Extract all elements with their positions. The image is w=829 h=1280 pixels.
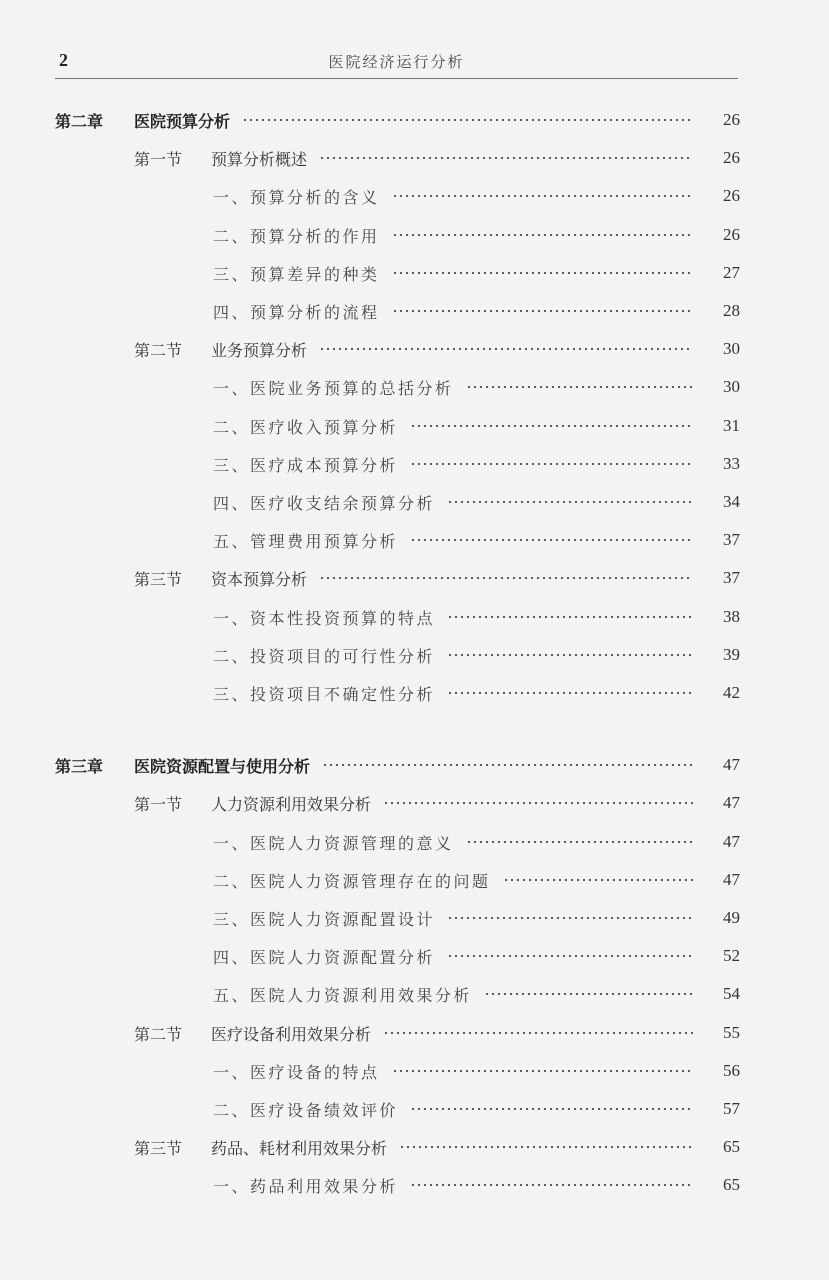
- toc-item: [0, 1097, 829, 1121]
- toc-section: [0, 1021, 829, 1045]
- dot-leader: [447, 916, 693, 920]
- toc-section: [0, 566, 829, 590]
- toc-item-title: 一、医院业务预算的总括分析: [213, 378, 454, 398]
- toc-page-number: 47: [723, 870, 740, 889]
- toc-section-title: 预算分析概述: [211, 149, 308, 169]
- dot-leader: [242, 118, 693, 122]
- toc-item: [0, 375, 829, 399]
- toc-item: [0, 184, 829, 208]
- toc-item: [0, 1173, 829, 1197]
- toc-item: [0, 830, 829, 854]
- toc-item-title: 二、投资项目的可行性分析: [213, 646, 436, 666]
- toc-item-title: 一、预算分析的含义: [213, 187, 380, 207]
- toc-page-number: 38: [723, 607, 740, 626]
- toc-section: [0, 337, 829, 361]
- dot-leader: [392, 271, 693, 275]
- toc-item-title: 三、预算差异的种类: [213, 264, 380, 284]
- dot-leader: [466, 840, 693, 844]
- page-header: [55, 46, 738, 79]
- dot-leader: [392, 233, 693, 237]
- dot-leader: [484, 992, 693, 996]
- toc-section-title: 人力资源利用效果分析: [211, 794, 372, 814]
- toc-item-title: 四、医院人力资源配置分析: [213, 947, 436, 967]
- dot-leader: [410, 1183, 693, 1187]
- toc-section-label: 第二节: [134, 1024, 183, 1044]
- dot-leader: [383, 801, 693, 805]
- toc-page-number: 26: [723, 186, 740, 205]
- dot-leader: [447, 954, 693, 958]
- toc-page-number: 42: [723, 683, 740, 702]
- toc-section-title: 医疗设备利用效果分析: [211, 1024, 372, 1044]
- dot-leader: [410, 538, 693, 542]
- dot-leader: [399, 1145, 693, 1149]
- toc-item-title: 三、医疗成本预算分析: [213, 455, 399, 475]
- toc-page-number: 52: [723, 946, 740, 965]
- toc-section-label: 第三节: [134, 569, 183, 589]
- toc-item-title: 三、医院人力资源配置设计: [213, 909, 436, 929]
- dot-leader: [383, 1031, 693, 1035]
- toc-item-title: 二、医院人力资源管理存在的问题: [213, 871, 491, 891]
- toc-page-number: 30: [723, 339, 740, 358]
- toc-item-title: 五、管理费用预算分析: [213, 531, 399, 551]
- toc-page-number: 37: [723, 568, 740, 587]
- toc-page-number: 26: [723, 110, 740, 129]
- toc-item-title: 二、预算分析的作用: [213, 226, 380, 246]
- dot-leader: [410, 424, 693, 428]
- dot-leader: [447, 615, 693, 619]
- toc-page-number: 56: [723, 1061, 740, 1080]
- toc-chapter-title: 医院预算分析: [134, 111, 231, 131]
- toc-chapter-label: 第三章: [55, 756, 104, 776]
- toc-page-number: 30: [723, 377, 740, 396]
- toc-section-label: 第一节: [134, 794, 183, 814]
- dot-leader: [392, 194, 693, 198]
- toc-item-title: 四、医疗收支结余预算分析: [213, 493, 436, 513]
- toc-page-number: 27: [723, 263, 740, 282]
- running-title: 医院经济运行分析: [328, 53, 465, 71]
- toc-section: [0, 791, 829, 815]
- toc-item: [0, 605, 829, 629]
- toc-page-number: 49: [723, 908, 740, 927]
- toc-page-number: 55: [723, 1023, 740, 1042]
- toc-section-title: 资本预算分析: [211, 569, 308, 589]
- toc-item-title: 三、投资项目不确定性分析: [213, 684, 436, 704]
- toc-item-title: 一、医疗设备的特点: [213, 1062, 380, 1082]
- toc-page-number: 37: [723, 530, 740, 549]
- toc-item-title: 五、医院人力资源利用效果分析: [213, 985, 473, 1005]
- toc-item-title: 一、资本性投资预算的特点: [213, 608, 436, 628]
- toc-item: [0, 299, 829, 323]
- toc-item: [0, 681, 829, 705]
- dot-leader: [410, 1107, 693, 1111]
- toc-section: [0, 146, 829, 170]
- dot-leader: [447, 653, 693, 657]
- dot-leader: [410, 462, 693, 466]
- toc-section-title: 药品、耗材利用效果分析: [211, 1138, 388, 1158]
- toc-item-title: 一、药品利用效果分析: [213, 1176, 399, 1196]
- toc-item: [0, 868, 829, 892]
- toc-item-title: 一、医院人力资源管理的意义: [213, 833, 454, 853]
- toc-page-number: 54: [723, 984, 740, 1003]
- toc-item: [0, 452, 829, 476]
- toc-page-number: 34: [723, 492, 740, 511]
- dot-leader: [392, 1069, 693, 1073]
- toc-section-label: 第一节: [134, 149, 183, 169]
- dot-leader: [447, 500, 693, 504]
- dot-leader: [447, 691, 693, 695]
- toc-section: [0, 1135, 829, 1159]
- page-number: 2: [59, 50, 68, 70]
- toc-item: [0, 944, 829, 968]
- toc-section-label: 第二节: [134, 340, 183, 360]
- toc-page-number: 26: [723, 148, 740, 167]
- toc-item: [0, 223, 829, 247]
- toc-item: [0, 414, 829, 438]
- toc-item: [0, 643, 829, 667]
- dot-leader: [319, 156, 693, 160]
- dot-leader: [322, 763, 693, 767]
- toc-page-number: 65: [723, 1175, 740, 1194]
- toc-page-number: 65: [723, 1137, 740, 1156]
- toc-chapter: [0, 753, 829, 777]
- dot-leader: [319, 576, 693, 580]
- toc-page-number: 47: [723, 793, 740, 812]
- toc-page-number: 57: [723, 1099, 740, 1118]
- toc-page-number: 26: [723, 225, 740, 244]
- toc-chapter-label: 第二章: [55, 111, 104, 131]
- toc-item: [0, 261, 829, 285]
- toc-item: [0, 1059, 829, 1083]
- dot-leader: [319, 347, 693, 351]
- toc-page-number: 39: [723, 645, 740, 664]
- dot-leader: [392, 309, 693, 313]
- dot-leader: [466, 385, 693, 389]
- toc-item: [0, 982, 829, 1006]
- toc-chapter: [0, 108, 829, 132]
- toc-section-label: 第三节: [134, 1138, 183, 1158]
- toc-item-title: 二、医疗收入预算分析: [213, 417, 399, 437]
- toc-item: [0, 528, 829, 552]
- toc-item: [0, 906, 829, 930]
- toc-chapter-title: 医院资源配置与使用分析: [134, 756, 311, 776]
- toc-item-title: 四、预算分析的流程: [213, 302, 380, 322]
- dot-leader: [503, 878, 693, 882]
- toc-item-title: 二、医疗设备绩效评价: [213, 1100, 399, 1120]
- toc-page-number: 47: [723, 832, 740, 851]
- toc-page-number: 47: [723, 755, 740, 774]
- toc-item: [0, 490, 829, 514]
- toc-section-title: 业务预算分析: [211, 340, 308, 360]
- toc-page-number: 28: [723, 301, 740, 320]
- toc-page-number: 33: [723, 454, 740, 473]
- toc-page-number: 31: [723, 416, 740, 435]
